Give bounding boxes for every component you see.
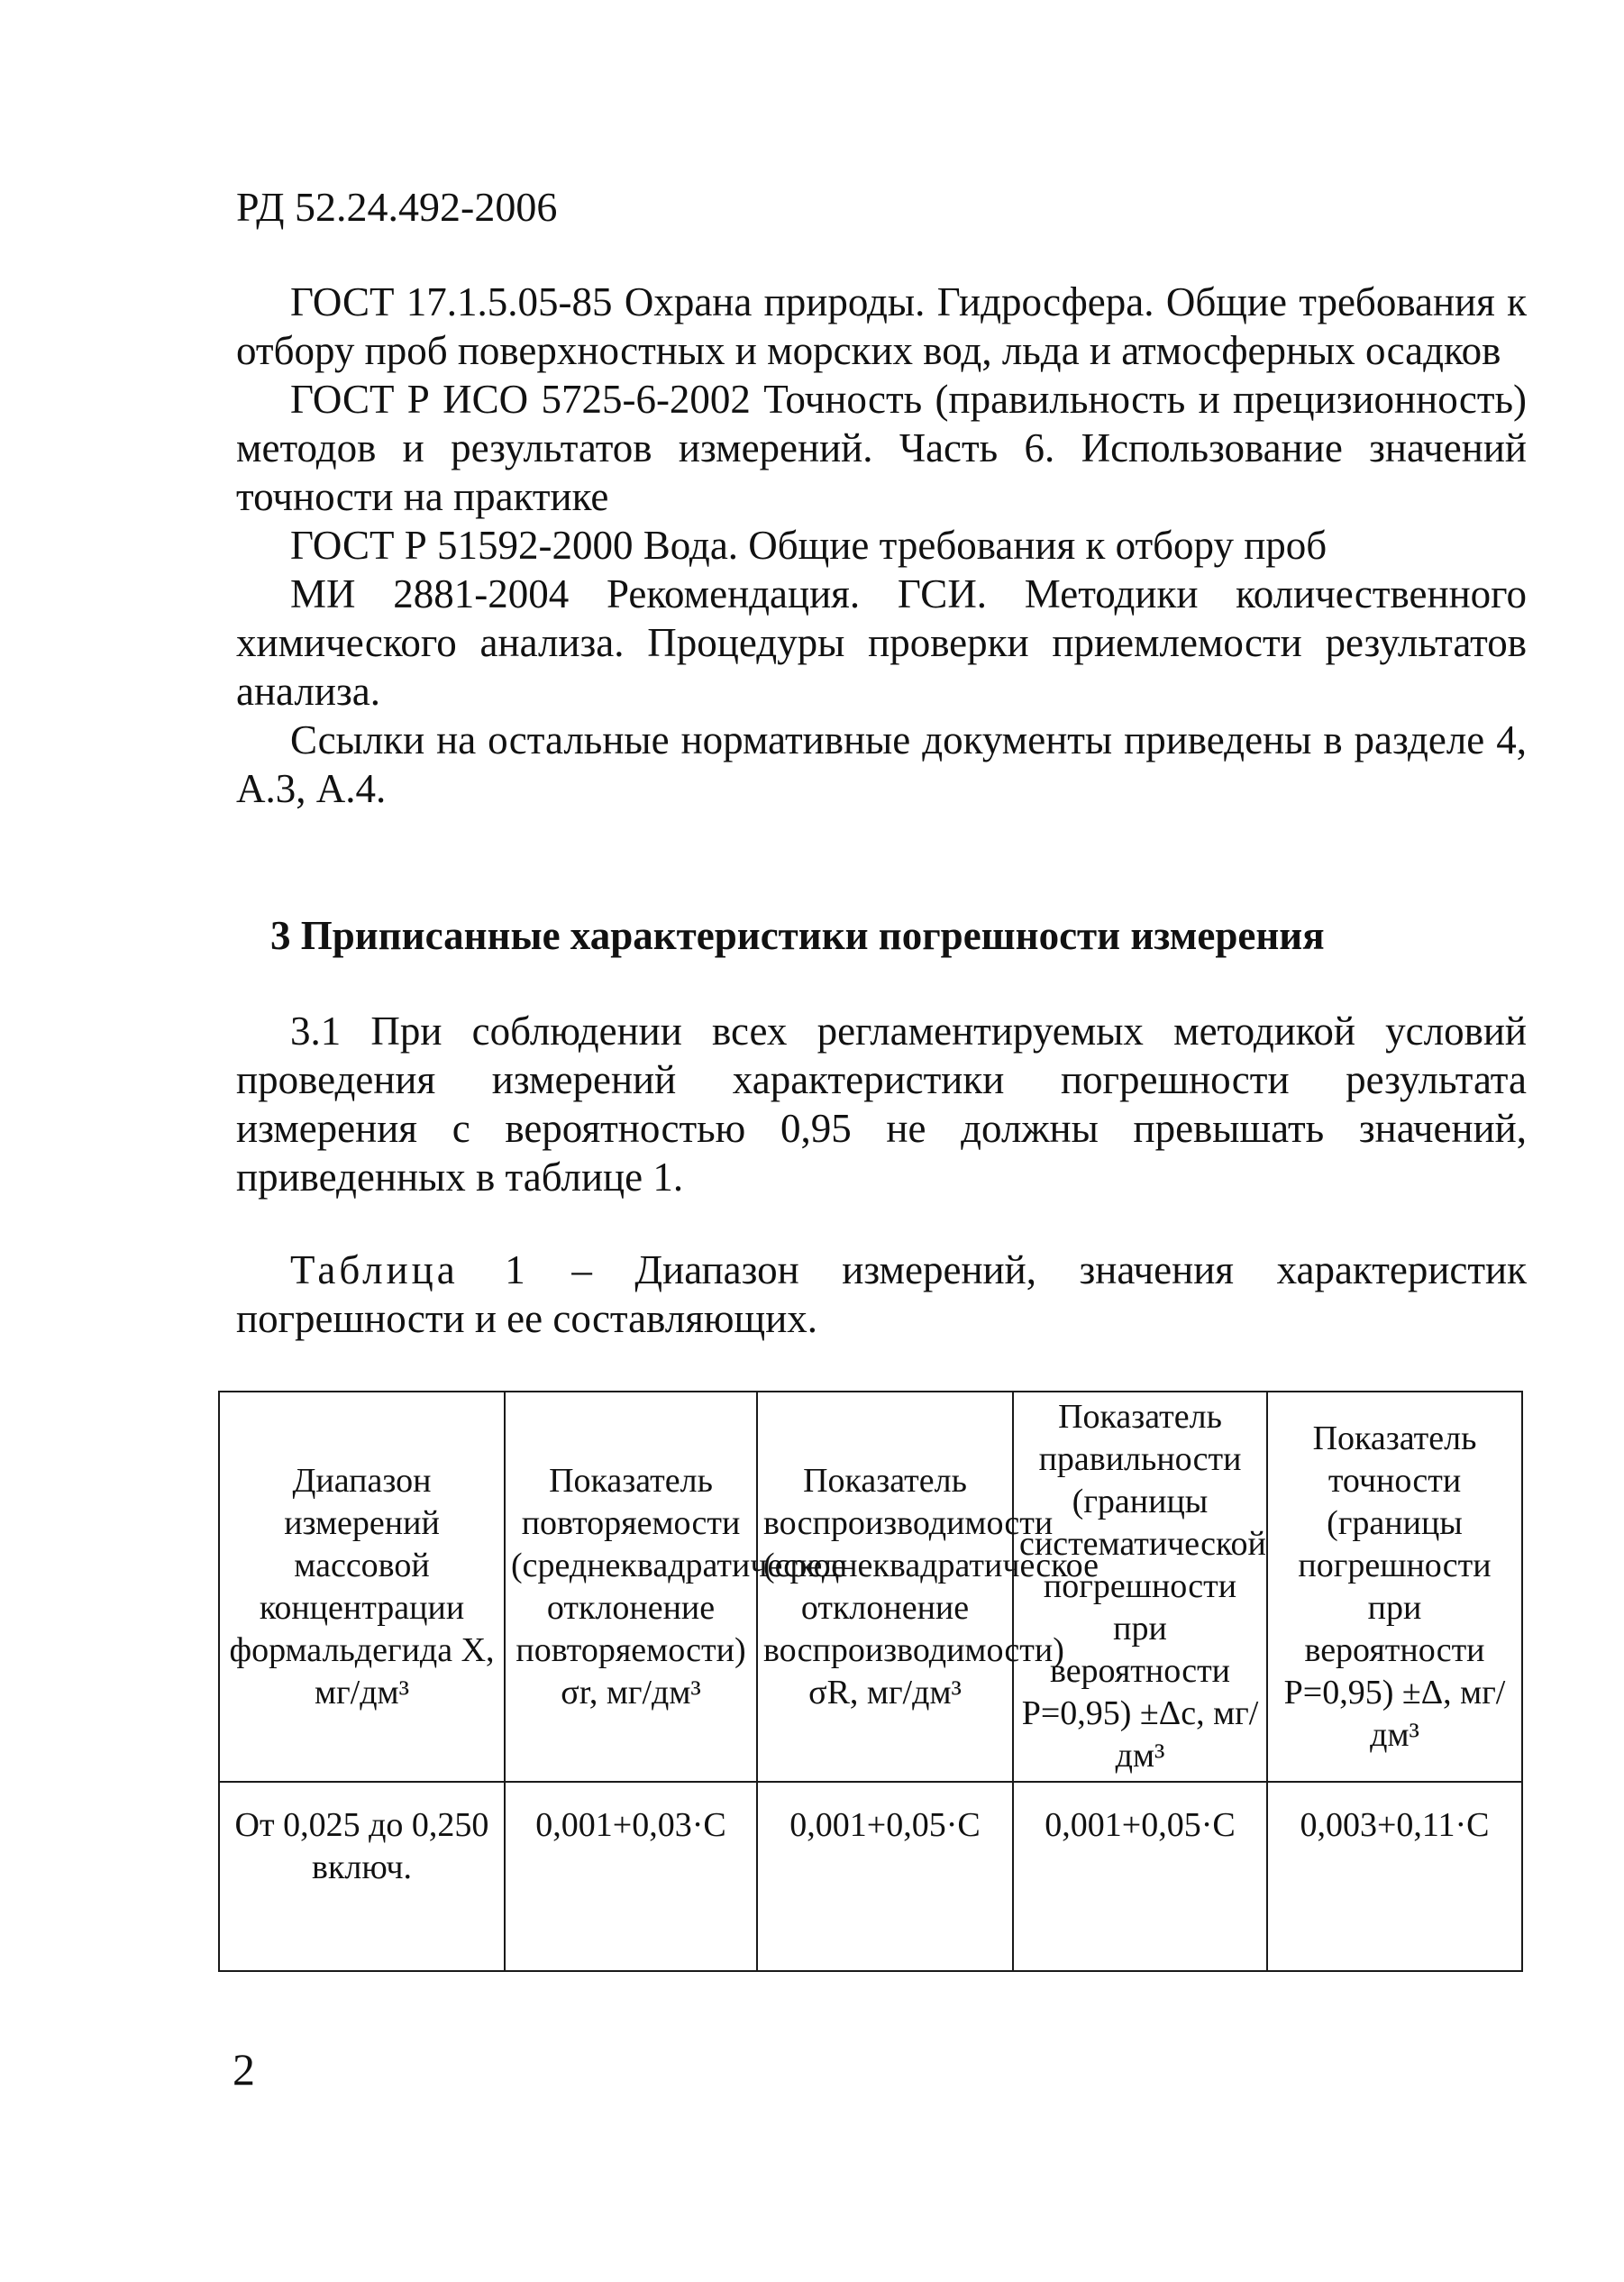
page-number: 2 — [233, 2044, 255, 2095]
header-measurement-range: Диапазон измерений массовой концентрации формальдегида Х, мг/дм³ — [219, 1392, 505, 1782]
header-repeatability: Показатель повторяемости (среднеквадратическое отклонение повторяемости) σr, мг/дм³ — [505, 1392, 757, 1782]
table-caption — [236, 1246, 1527, 1343]
reference-note: Ссылки на остальные нормативные документы приведены в разделе 4, А.3, А.4. — [236, 717, 1527, 811]
table-caption-text: – Диапазон измерений, значения характеристик погрешности и ее составляющих. — [236, 1247, 1528, 1341]
cell-repeatability: 0,001+0,03·С — [505, 1782, 757, 1971]
error-characteristics-table — [218, 1391, 1523, 1972]
header-reproducibility: Показатель воспроизводимости (среднеквадратическое отклонение воспроизводимости) σR, мг/дм³ — [757, 1392, 1013, 1782]
cell-reproducibility: 0,001+0,05·С — [757, 1782, 1013, 1971]
section-paragraph-block — [236, 1007, 1527, 1201]
cell-accuracy: 0,003+0,11·С — [1267, 1782, 1522, 1971]
header-accuracy: Показатель точности (границы погрешности при вероятности Р=0,95) ±Δ, мг/дм³ — [1267, 1392, 1522, 1782]
reference-item: ГОСТ 17.1.5.05-85 Охрана природы. Гидросфера. Общие требования к отбору проб поверхностных и морских вод, льда и атмосферных осадков — [236, 279, 1527, 373]
cell-trueness: 0,001+0,05·С — [1013, 1782, 1267, 1971]
document-id: РД 52.24.492-2006 — [236, 184, 558, 230]
reference-item: ГОСТ Р ИСО 5725-6-2002 Точность (правильность и прецизионность) методов и результатов измерений. Часть 6. Использование значений точности на практике — [236, 377, 1527, 519]
table-row — [219, 1782, 1522, 1971]
table-header-row — [219, 1392, 1522, 1782]
normative-references — [236, 278, 1527, 813]
reference-item: ГОСТ Р 51592-2000 Вода. Общие требования к отбору проб — [290, 523, 1327, 568]
header-trueness: Показатель правильности (границы систематической погрешности при вероятности Р=0,95) ±Δc, мг/дм³ — [1013, 1392, 1267, 1782]
section-paragraph: 3.1 При соблюдении всех регламентируемых методикой условий проведения измерений характеристики погрешности результата измерения с вероятностью 0,95 не должны превышать значений, приведенных в таблице 1. — [236, 1009, 1527, 1200]
section-title: 3 Приписанные характеристики погрешности измерения — [270, 913, 1325, 958]
cell-range: От 0,025 до 0,250 включ. — [219, 1782, 505, 1971]
reference-item: МИ 2881-2004 Рекомендация. ГСИ. Методики количественного химического анализа. Процедуры проверки приемлемости результатов анализа. — [236, 571, 1527, 714]
table-caption-label: Таблица 1 — [290, 1247, 529, 1292]
